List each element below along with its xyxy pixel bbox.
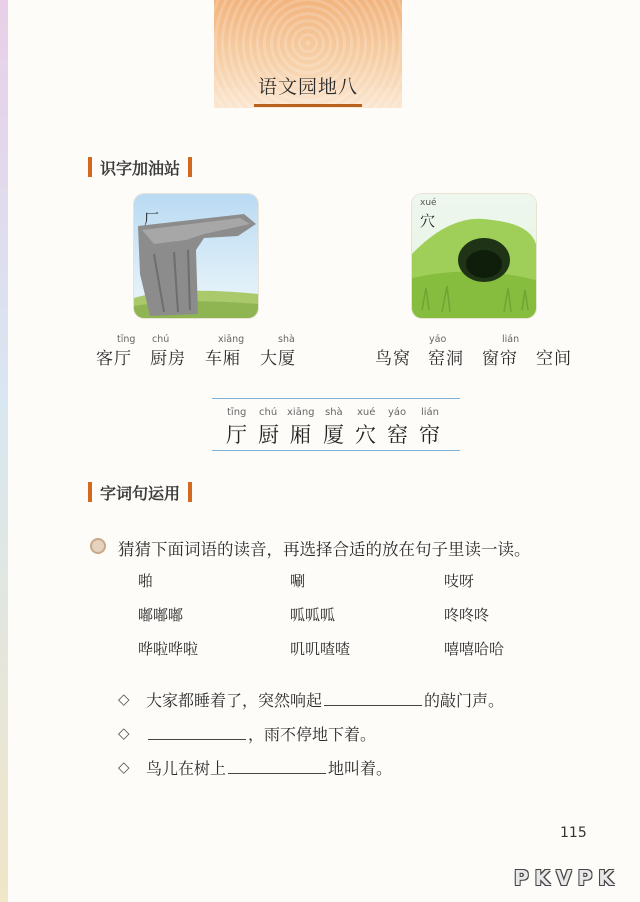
pinyin-chu: chú [152, 334, 170, 345]
blank-line [228, 759, 326, 774]
summary-char: 窑 [387, 423, 408, 447]
fill-blank-sentence [146, 722, 376, 745]
fill-blank-sentence [146, 756, 392, 779]
title-underline [254, 104, 362, 107]
diamond-bullet-icon: ◇ [118, 690, 130, 708]
summary-pinyin: shà [325, 407, 343, 418]
summary-char: 穴 [355, 423, 376, 447]
question-text: 猜猜下面词语的读音，再选择合适的放在句子里读一读。 [118, 540, 531, 559]
cliff-shelter-image [134, 194, 258, 318]
question-number-icon [90, 538, 106, 554]
fill-blank-sentence [146, 688, 504, 711]
summary-char: 厨 [258, 423, 279, 447]
sentence-part: ，雨不停地下着。 [248, 725, 377, 744]
watermark-logo: PKVPK [514, 866, 620, 890]
page-edge-decoration [0, 0, 8, 902]
word-item: 鸟窝 [375, 349, 411, 369]
onomatopoeia-word: 哗啦哗啦 [138, 640, 199, 658]
sentence-part: 大家都睡着了，突然响起 [146, 691, 323, 710]
section-heading-literacy [88, 155, 192, 179]
header-banner [214, 0, 402, 108]
onomatopoeia-word: 啪 [138, 572, 154, 590]
word-item: 车厢 [205, 349, 241, 369]
summary-pinyin: tīng [227, 407, 247, 418]
pinyin-sha: shà [278, 334, 295, 345]
heading-bar-right [188, 482, 192, 502]
page-number: 115 [560, 825, 587, 841]
summary-char: 厦 [323, 423, 344, 447]
onomatopoeia-word: 嘻嘻哈哈 [444, 640, 505, 658]
word-item: 窗帘 [482, 349, 518, 369]
summary-pinyin: yáo [388, 407, 407, 418]
summary-pinyin: chú [259, 407, 278, 418]
summary-top-line [212, 398, 460, 399]
heading-bar-right [188, 157, 192, 177]
summary-char: 厢 [290, 423, 311, 447]
summary-pinyin: xué [357, 407, 376, 418]
onomatopoeia-word: 吱呀 [444, 572, 475, 590]
onomatopoeia-word: 唰 [290, 572, 306, 590]
pinyin-xiang: xiāng [218, 334, 245, 345]
diamond-bullet-icon: ◇ [118, 758, 130, 776]
word-item: 窑洞 [428, 349, 464, 369]
summary-bottom-line [212, 450, 460, 451]
char-label: 穴 [420, 212, 436, 230]
section-heading-usage [88, 480, 192, 504]
onomatopoeia-word: 叽叽喳喳 [290, 640, 351, 658]
cave-hole-image [412, 194, 536, 318]
summary-pinyin: lián [421, 407, 440, 418]
word-item: 客厅 [96, 349, 132, 369]
sentence-part: 地叫着。 [328, 759, 393, 778]
word-item: 空间 [536, 349, 572, 369]
diamond-bullet-icon: ◇ [118, 724, 130, 742]
summary-char: 帘 [419, 423, 440, 447]
pinyin-yao: yáo [429, 334, 447, 345]
summary-pinyin: xiāng [287, 407, 315, 418]
pinyin-label: xué [420, 198, 437, 208]
section-title: 识字加油站 [100, 158, 181, 178]
pinyin-lian: lián [502, 334, 520, 345]
onomatopoeia-word: 咚咚咚 [444, 606, 490, 624]
word-item: 厨房 [150, 349, 186, 369]
word-item: 大厦 [260, 349, 296, 369]
sentence-part: 的敲门声。 [424, 691, 505, 710]
sentence-part: 鸟儿在树上 [146, 759, 227, 778]
section-title: 字词句运用 [100, 483, 181, 503]
pinyin-ting: tīng [117, 334, 136, 345]
summary-char: 厅 [226, 423, 247, 447]
char-label: 厂 [144, 210, 160, 228]
onomatopoeia-word: 嘟嘟嘟 [138, 606, 184, 624]
onomatopoeia-word: 呱呱呱 [290, 606, 336, 624]
blank-line [148, 725, 246, 740]
page-title: 语文园地八 [257, 76, 358, 98]
blank-line [324, 691, 422, 706]
